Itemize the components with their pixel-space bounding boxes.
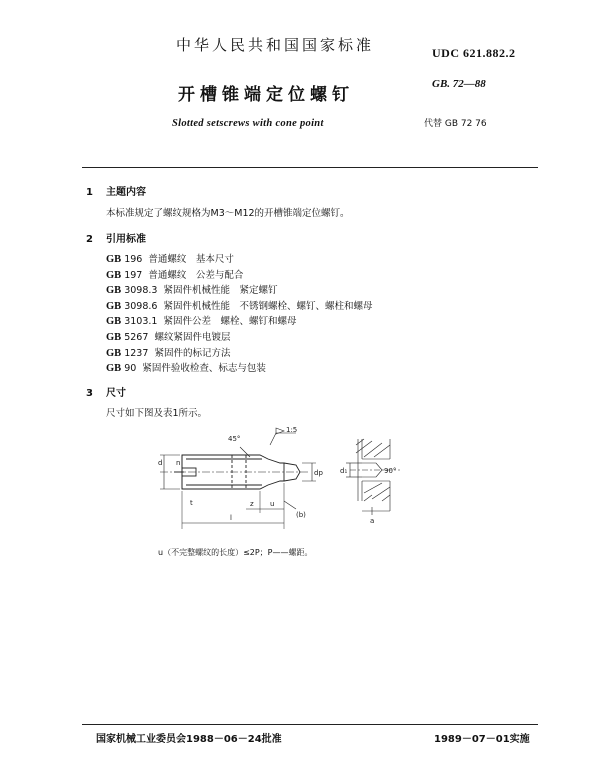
replaces-standard: 代替 GB 72 76 xyxy=(424,119,487,129)
list-item: GB 90 紧固件验收检查、标志与包装 xyxy=(106,363,266,375)
list-item: GB 1237 紧固件的标记方法 xyxy=(106,347,231,359)
list-item: GB 197 普通螺纹 公差与配合 xyxy=(106,269,244,281)
document-title-cn: 开槽锥端定位螺钉 xyxy=(178,85,354,105)
section-title: 尺寸 xyxy=(106,388,126,399)
cone-diameter-label: dp xyxy=(314,469,323,477)
header-rule xyxy=(82,167,538,168)
taper-label: 1:5 xyxy=(286,426,298,434)
length-label: l xyxy=(230,514,232,522)
udc-code: UDC 621.882.2 xyxy=(432,46,516,60)
reference-list xyxy=(106,252,373,377)
setscrew-drawing xyxy=(150,425,420,543)
approval-info: 国家机械工业委员会1988－06－24批准 xyxy=(96,734,282,745)
scope-paragraph: 本标准规定了螺纹规格为M3～M12的开槽锥端定位螺钉。 xyxy=(106,208,350,219)
diameter-label: d xyxy=(158,459,163,467)
list-item: GB 5267 螺纹紧固件电镀层 xyxy=(106,331,231,343)
u-label: u xyxy=(270,500,275,508)
slot-depth-label: t xyxy=(190,499,193,507)
standard-number: GB. 72—88 xyxy=(432,78,486,90)
section-1-heading xyxy=(86,183,146,198)
list-item: GB 196 普通螺纹 基本尺寸 xyxy=(106,254,234,265)
dimension-paragraph: 尺寸如下图及表1所示。 xyxy=(106,408,208,419)
z-label: z xyxy=(250,500,254,508)
detail-angle-label: 90° xyxy=(384,467,397,475)
list-item: GB 3098.6 紧固件机械性能 不锈钢螺栓、螺钉、螺柱和螺母 xyxy=(106,300,373,312)
section-title: 主题内容 xyxy=(106,187,146,198)
document-title-en: Slotted setscrews with cone point xyxy=(172,118,324,129)
detail-a-label: a xyxy=(370,517,375,525)
section-number: 1 xyxy=(86,187,93,198)
section-3-heading xyxy=(86,384,126,399)
section-2-heading xyxy=(86,230,146,245)
list-item: GB 3098.3 紧固件机械性能 紧定螺钉 xyxy=(106,285,278,297)
drawing-note: u（不完整螺纹的长度）≤2P；P——螺距。 xyxy=(158,548,313,557)
angle-label: 45° xyxy=(228,435,241,443)
fillet-label: (b) xyxy=(296,511,306,519)
effective-date: 1989－07－01实施 xyxy=(434,734,530,745)
list-item: GB 3103.1 紧固件公差 螺栓、螺钉和螺母 xyxy=(106,316,297,328)
slot-width-label: n xyxy=(176,459,181,467)
section-number: 2 xyxy=(86,234,93,245)
issuing-authority: 中华人民共和国国家标准 xyxy=(176,36,375,54)
section-number: 3 xyxy=(86,388,93,399)
section-title: 引用标准 xyxy=(106,234,146,245)
detail-d1-label: d₁ xyxy=(340,467,348,475)
footer-rule xyxy=(82,724,538,725)
